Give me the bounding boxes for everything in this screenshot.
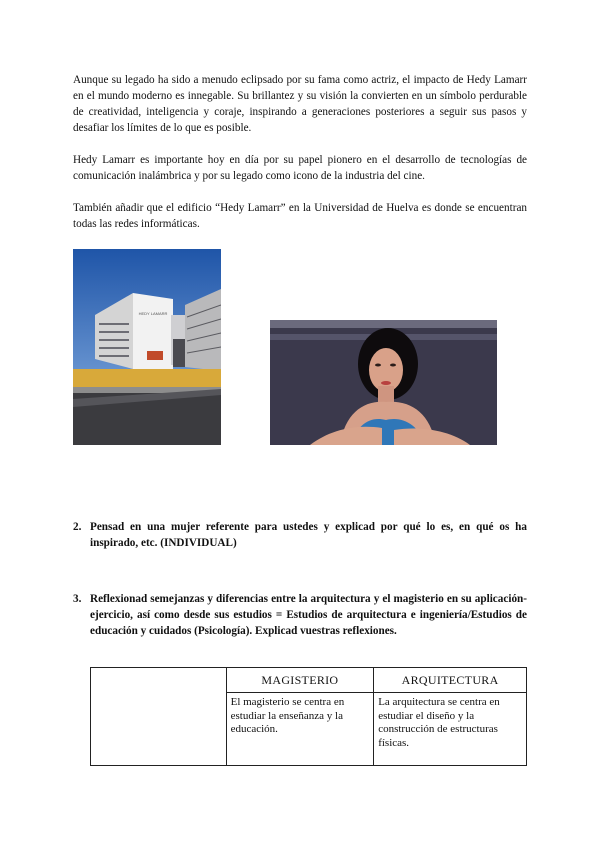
question-text: Pensad en una mujer referente para ustedes y explicad por qué lo es, en qué os ha inspirado, etc. (INDIVIDUAL) bbox=[90, 521, 527, 549]
table-header-row bbox=[91, 668, 527, 693]
building-sign: HEDY LAMARR bbox=[138, 311, 168, 316]
portrait-photo bbox=[270, 320, 497, 445]
question-3 bbox=[73, 591, 527, 639]
cell-magisterio: El magisterio se centra en estudiar la enseñanza y la educación. bbox=[226, 693, 374, 766]
cell-arquitectura: La arquitectura se centra en estudiar el diseño y la construcción de estructuras físicas. bbox=[374, 693, 527, 766]
paragraph-importance: Hedy Lamarr es importante hoy en día por su papel pionero en el desarrollo de tecnologías de comunicación inalámbrica y por su legado como icono de la industria del cine. bbox=[73, 154, 527, 182]
question-2 bbox=[73, 519, 527, 551]
table-empty-cell bbox=[91, 668, 227, 766]
paragraph-building: También añadir que el edificio “Hedy Lamarr” en la Universidad de Huelva es donde se encuentran todas las redes informáticas. bbox=[73, 202, 527, 230]
header-arquitectura: ARQUITECTURA bbox=[374, 668, 527, 693]
question-text: Reflexionad semejanzas y diferencias entre la arquitectura y el magisterio en su aplicación-ejercicio, así como desde sus estudios = Estudios de arquitectura e ingeniería/Estudios de educación y cuidados (Psicología). Explicad vuestras reflexiones. bbox=[90, 593, 527, 637]
building-photo bbox=[73, 249, 221, 445]
comparison-table bbox=[90, 667, 527, 766]
header-magisterio: MAGISTERIO bbox=[226, 668, 374, 693]
question-number: 3. bbox=[73, 593, 82, 605]
question-number: 2. bbox=[73, 521, 82, 533]
paragraph-legacy: Aunque su legado ha sido a menudo eclipsado por su fama como actriz, el impacto de Hedy Lamarr en el mundo moderno es innegable. Su brillantez y su visión la convierten en un símbolo perdurable de creatividad, inteligencia y coraje, inspirando a generaciones posteriores a seguir sus pasos y desafiar los límites de lo que es posible. bbox=[73, 74, 527, 134]
